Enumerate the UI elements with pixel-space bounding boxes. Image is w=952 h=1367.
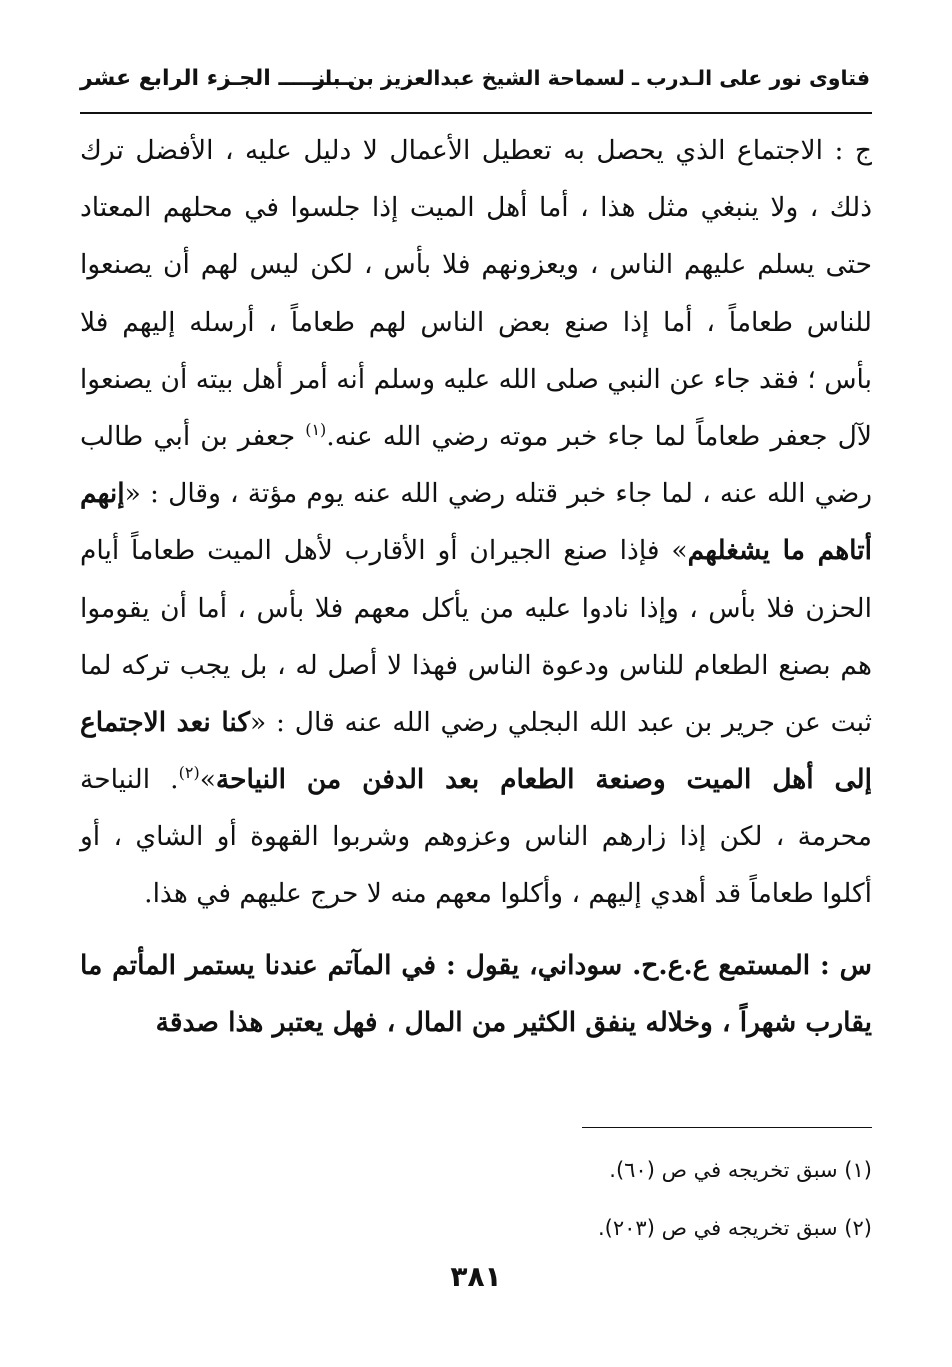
answer-line: ج : الاجتماع الذي يحصل به تعطيل الأعمال لا دليل عليه ، الأفضل ترك [80, 135, 872, 166]
answer-line: إلى أهل الميت وصنعة الطعام بعد الدفن من النياحة»$^{(٢)}$. النياحة [80, 763, 872, 796]
answer-line: ذلك ، ولا ينبغي مثل هذا ، أما أهل الميت إذا جلسوا في محلهم المعتاد [80, 192, 872, 224]
page-number: ٣٨١ [450, 1260, 502, 1293]
fatwa-text [80, 122, 872, 1051]
running-header [80, 60, 870, 100]
answer-line: حتى يسلم عليهم الناس ، ويعزونهم فلا بأس ، لكن ليس لهم أن يصنعوا [80, 249, 872, 281]
footnote-ref-1: (١) [305, 420, 327, 440]
answer-line: بأس ؛ فقد جاء عن النبي صلى الله عليه وسلم أنه أمر أهل بيته أن يصنعوا [79, 363, 872, 395]
hadith-quote: إنهم [80, 478, 125, 510]
answer-line: للناس طعاماً ، أما إذا صنع بعض الناس لهم طعاماً ، أرسله إليهم فلا [80, 306, 872, 338]
answer-line: لآل جعفر طعاماً لما جاء خبر موته رضي الله عنه.$^{(١)}$ جعفر بن أبي طالب [80, 420, 872, 452]
question-line: يقارب شهراً ، وخلاله ينفق الكثير من المال ، فهل يعتبر هذا صدقة [155, 1006, 872, 1038]
book-title: فتاوى نور على الـدرب ـ لسماحة الشيخ عبدالعزيز بن باز [313, 66, 870, 90]
hadith-quote: كنا نعد الاجتماع [80, 706, 251, 738]
question-line: س : المستمع ع.ع.ح. سوداني، يقول : في المآتم عندنا يستمر المأتم ما [80, 949, 872, 981]
hadith-quote: أتاهم ما يشغلهم [687, 535, 872, 567]
answer-line: محرمة ، لكن إذا زارهم الناس وعزوهم وشربوا القهوة أو الشاي ، أو [80, 821, 872, 853]
footnote: (٢) سبق تخريجه في ص (٢٠٣). [598, 1216, 872, 1240]
hadith-quote: إلى أهل الميت وصنعة الطعام بعد الدفن من النياحة [215, 764, 872, 796]
answer-line: أكلوا طعاماً قد أهدي إليهم ، وأكلوا معهم منه لا حرج عليهم في هذا. [144, 878, 872, 910]
footnotes [80, 1150, 872, 1266]
header-rule [80, 112, 872, 114]
footnote-ref-2: (٢) [178, 763, 200, 783]
footnote-rule [582, 1127, 872, 1128]
volume-label: ــــــــــ الجـزء الرابع عشر [80, 66, 354, 91]
answer-line: الحزن فلا بأس ، وإذا نادوا عليه من يأكل معهم فلا بأس ، أما أن يقوموا [80, 592, 872, 624]
footnote: (١) سبق تخريجه في ص (٦٠). [609, 1158, 872, 1182]
answer-line: رضي الله عنه ، لما جاء خبر قتله رضي الله عنه يوم مؤتة ، وقال : «إنهم [80, 478, 872, 510]
answer-line: أتاهم ما يشغلهم» فإذا صنع الجيران أو الأقارب لأهل الميت طعاماً أيام [80, 535, 872, 567]
answer-line: ثبت عن جرير بن عبد الله البجلي رضي الله عنه قال : «كنا نعد الاجتماع [80, 706, 872, 738]
answer-line: هم بصنع الطعام للناس ودعوة الناس فهذا لا أصل له ، بل يجب تركه لما [80, 649, 872, 681]
